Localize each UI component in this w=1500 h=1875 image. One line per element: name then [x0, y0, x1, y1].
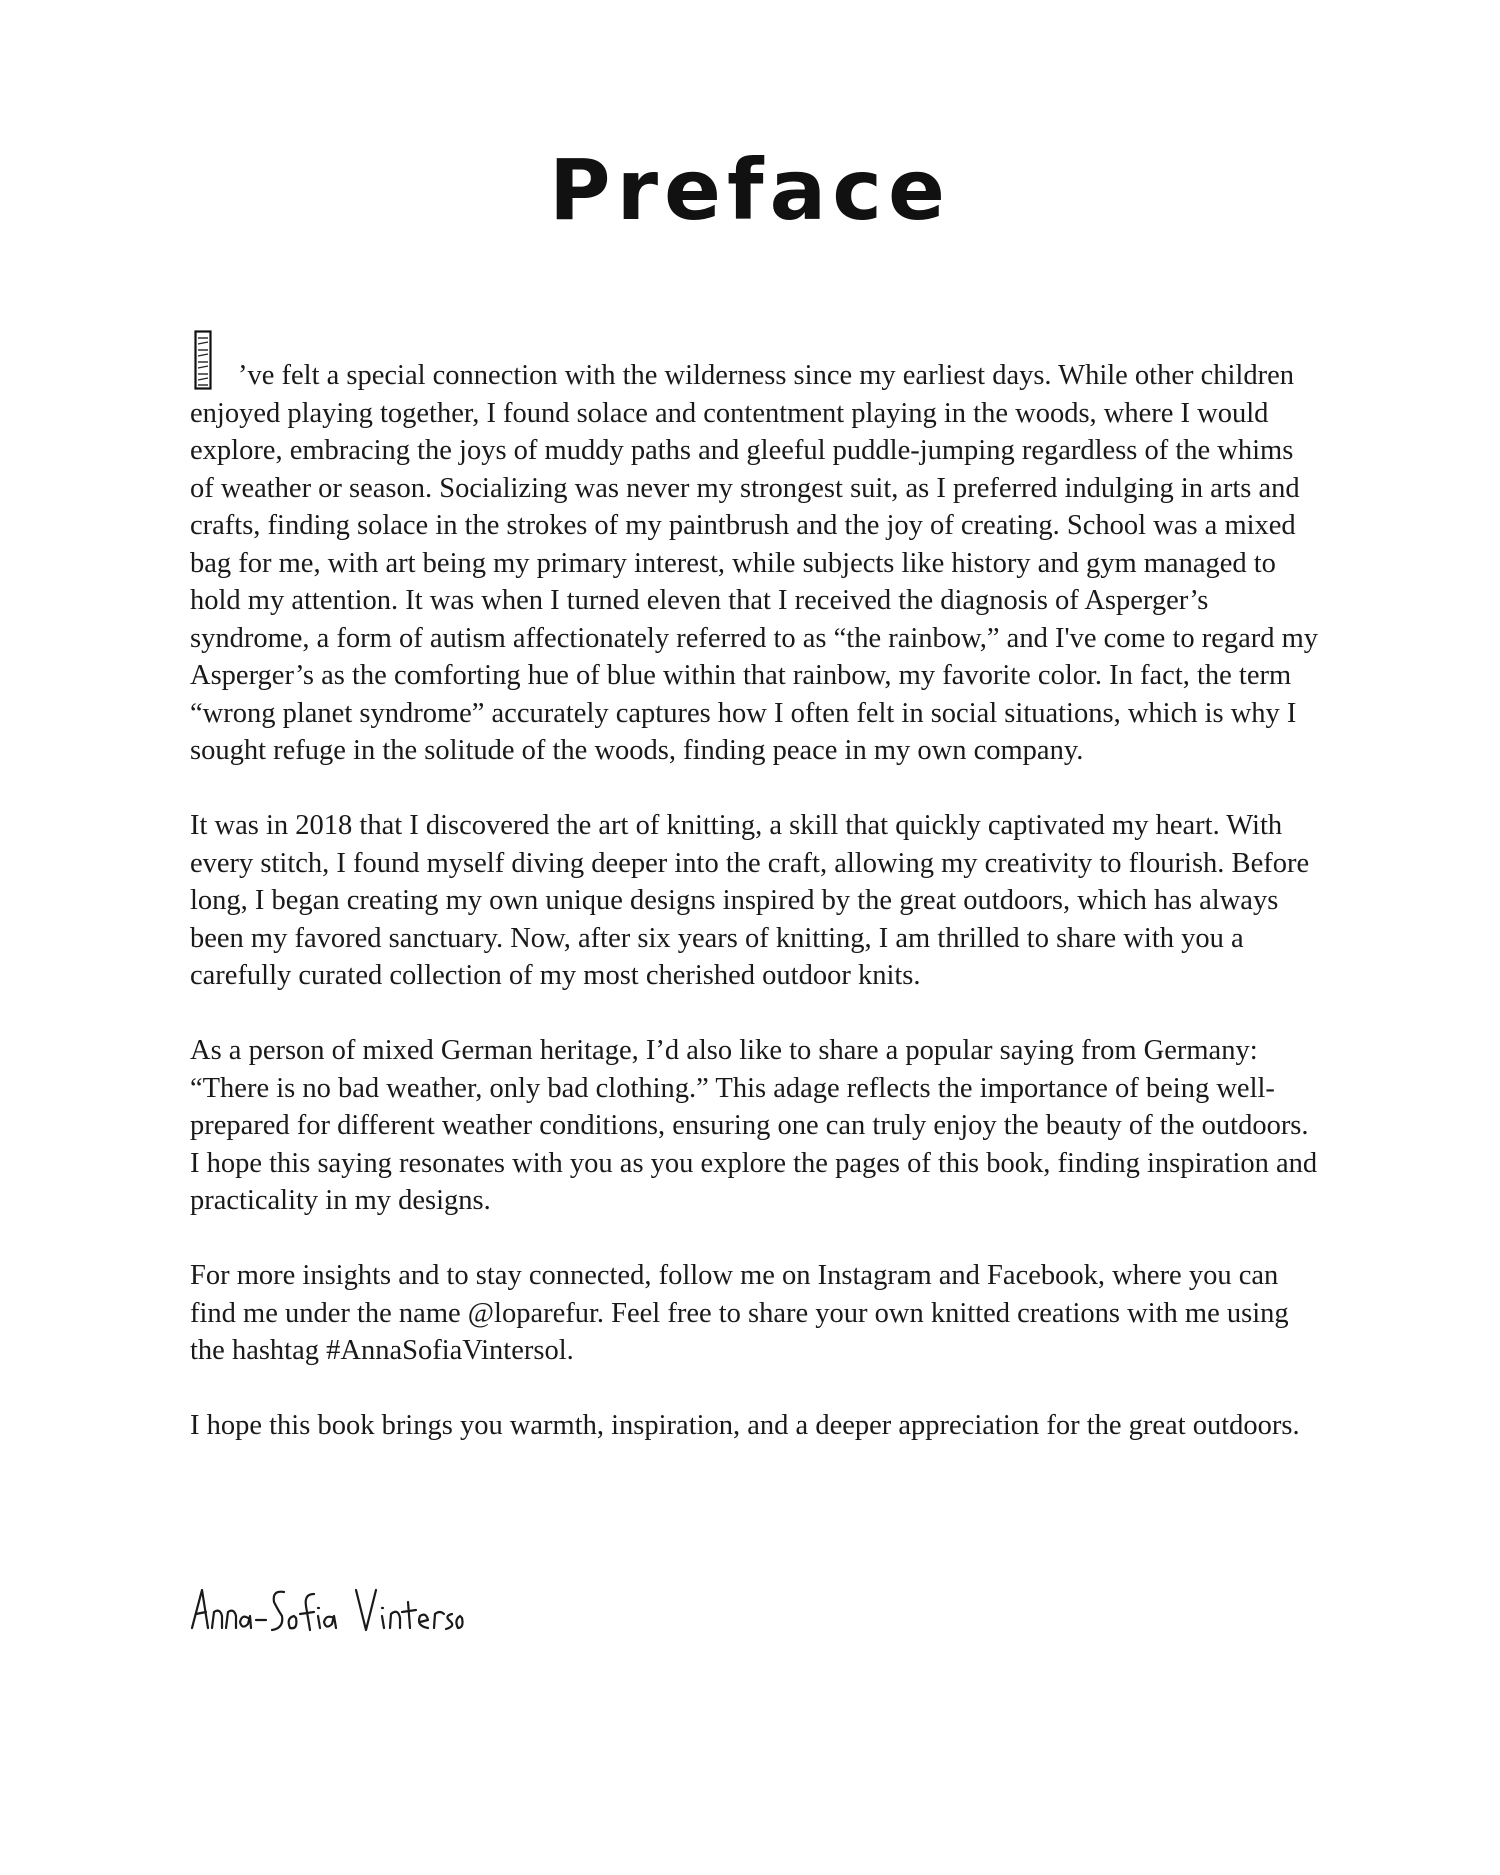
paragraph-4: For more insights and to stay connected, follow me on Instagram and Facebook, where you can find me under the name @loparefur. Feel free to share your own knitted creations with me using the hashtag #AnnaSofiaVintersol. — [190, 1260, 1289, 1366]
preface-body — [190, 356, 1320, 1482]
paragraph-3: As a person of mixed German heritage, I’d also like to share a popular saying from Germany: “There is no bad weather, only bad clothing.” This adage reflects the importance of being well-prepared for different weather conditions, ensuring one can truly enjoy the beauty of the outdoors. I hope this saying resonates with you as you explore the pages of this book, finding inspiration and practicality in my designs. — [190, 1035, 1318, 1216]
paragraph-5: I hope this book brings you warmth, inspiration, and a deeper appreciation for the great outdoors. — [190, 1410, 1300, 1441]
paragraph-1 — [190, 356, 1320, 770]
page-title: Preface — [549, 141, 951, 239]
paragraph-1-text: ’ve felt a special connection with the wilderness since my earliest days. While other children enjoyed playing together, I found solace and contentment playing in the woods, where I would explore, embracing the joys of muddy paths and gleeful puddle-jumping regardless of the whims of weather or season. Socializing was never my strongest suit, as I preferred indulging in arts and crafts, finding solace in the strokes of my paintbrush and the joy of creating. School was a mixed bag for me, with art being my primary interest, while subjects like history and gym managed to hold my attention. It was when I turned eleven that I received the diagnosis of Asperger’s syndrome, a form of autism affectionately referred to as “the rainbow,” and I've come to regard my Asperger’s as the comforting hue of blue within that rainbow, my favorite color. In fact, the term “wrong planet syndrome” accurately captures how I often felt in social situations, which is why I sought refuge in the solitude of the woods, finding peace in my own company. — [190, 360, 1319, 766]
handwritten-signature — [186, 1576, 466, 1640]
drop-cap-ornament-icon — [194, 330, 212, 390]
paragraph-2: It was in 2018 that I discovered the art of knitting, a skill that quickly captivated my heart. With every stitch, I found myself diving deeper into the craft, allowing my creativity to flourish. Before long, I began creating my own unique designs inspired by the great outdoors, which has always been my favored sanctuary. Now, after six years of knitting, I am thrilled to share with you a carefully curated collection of my most cherished outdoor knits. — [190, 810, 1310, 991]
drop-cap-letter — [190, 356, 238, 384]
